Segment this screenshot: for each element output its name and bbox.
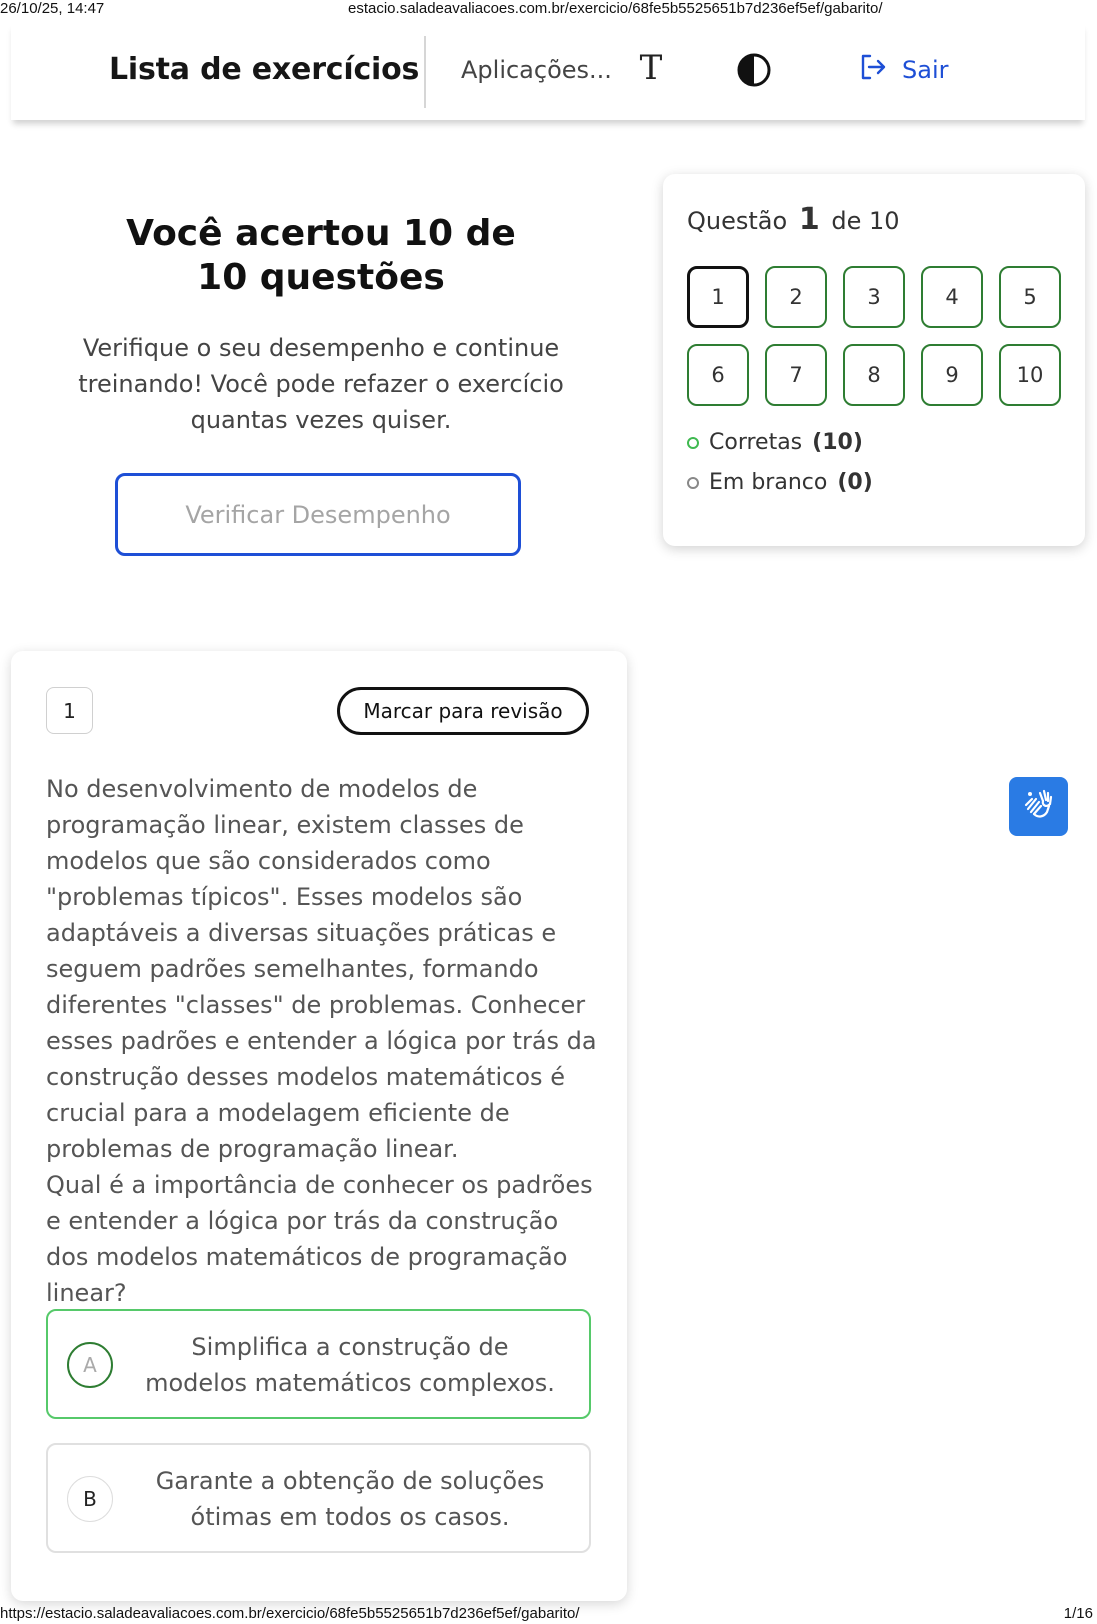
question-statement: No desenvolvimento de modelos de programação linear, existem classes de modelos que são considerados como "problemas típicos". Esses modelos são adaptáveis a diversas situações práticas e seguem padrões semelhantes, formando diferentes "classes" de problemas. Conhecer esses padrões e entender a lógica por trás da construção desses modelos matemáticos é crucial para a modelagem eficiente de problemas de programação linear.: [46, 775, 597, 1163]
libras-accessibility-button[interactable]: [1009, 777, 1068, 836]
logout-icon: [858, 52, 888, 88]
question-card: [11, 651, 627, 1601]
logout-button[interactable]: [858, 52, 948, 88]
question-navigator: [663, 174, 1085, 546]
blank-dot-icon: [687, 477, 699, 489]
legend-blank-count: (0): [837, 470, 873, 495]
print-footer: [0, 1604, 1097, 1624]
print-footer-url: https://estacio.saladeavaliacoes.com.br/exercicio/68fe5b5525651b7d236ef5ef/gabarito/: [0, 1605, 580, 1622]
counter-current: 1: [798, 202, 820, 237]
result-subtitle: Verifique o seu desempenho e continue treinando! Você pode refazer o exercício quantas vezes quiser.: [78, 334, 564, 434]
question-button-1[interactable]: 1: [687, 266, 749, 328]
question-button-3[interactable]: 3: [843, 266, 905, 328]
top-bar: [11, 22, 1085, 120]
mark-for-review-button[interactable]: Marcar para revisão: [337, 687, 589, 735]
question-button-4[interactable]: 4: [921, 266, 983, 328]
question-button-7[interactable]: 7: [765, 344, 827, 406]
correct-dot-icon: [687, 437, 699, 449]
logout-label: Sair: [902, 56, 949, 84]
question-number-badge: 1: [46, 687, 93, 734]
legend-blank-label: Em branco: [709, 470, 828, 495]
question-button-2[interactable]: 2: [765, 266, 827, 328]
font-size-icon[interactable]: T: [639, 48, 663, 88]
counter-prefix: Questão: [687, 207, 788, 235]
print-page-number: 1/16: [1063, 1605, 1093, 1622]
question-button-6[interactable]: 6: [687, 344, 749, 406]
page-title: Lista de exercícios: [109, 52, 420, 87]
print-header: [0, 0, 1097, 20]
print-datetime: 26/10/25, 14:47: [0, 0, 105, 17]
legend-correct-label: Corretas: [709, 430, 803, 455]
legend-blank: [687, 470, 873, 495]
question-text: [46, 771, 606, 1311]
question-button-10[interactable]: 10: [999, 344, 1061, 406]
applications-menu[interactable]: Aplicações...: [461, 56, 612, 84]
libras-hands-icon: [1020, 785, 1058, 828]
question-counter: [687, 202, 900, 237]
option-b[interactable]: [46, 1443, 591, 1553]
option-letter: B: [67, 1476, 113, 1522]
question-grid: [687, 266, 1061, 406]
option-letter: A: [67, 1342, 113, 1388]
question-button-9[interactable]: 9: [921, 344, 983, 406]
contrast-icon[interactable]: [736, 52, 772, 88]
result-title: Você acertou 10 de 10 questões: [126, 213, 516, 298]
legend-correct-count: (10): [812, 430, 863, 455]
option-text: Garante a obtenção de soluções ótimas em todos os casos.: [155, 1467, 545, 1531]
legend-correct: [687, 430, 863, 455]
topbar-divider: [424, 36, 426, 108]
counter-suffix: de 10: [831, 207, 900, 235]
question-prompt: Qual é a importância de conhecer os padrões e entender a lógica por trás da construção dos modelos matemáticos de programação linear?: [46, 1171, 593, 1307]
option-a[interactable]: [46, 1309, 591, 1419]
question-button-8[interactable]: 8: [843, 344, 905, 406]
print-url: estacio.saladeavaliacoes.com.br/exercicio/68fe5b5525651b7d236ef5ef/gabarito/: [348, 0, 883, 17]
verify-performance-button[interactable]: Verificar Desempenho: [115, 473, 521, 556]
option-text: Simplifica a construção de modelos matemáticos complexos.: [145, 1333, 555, 1397]
question-button-5[interactable]: 5: [999, 266, 1061, 328]
